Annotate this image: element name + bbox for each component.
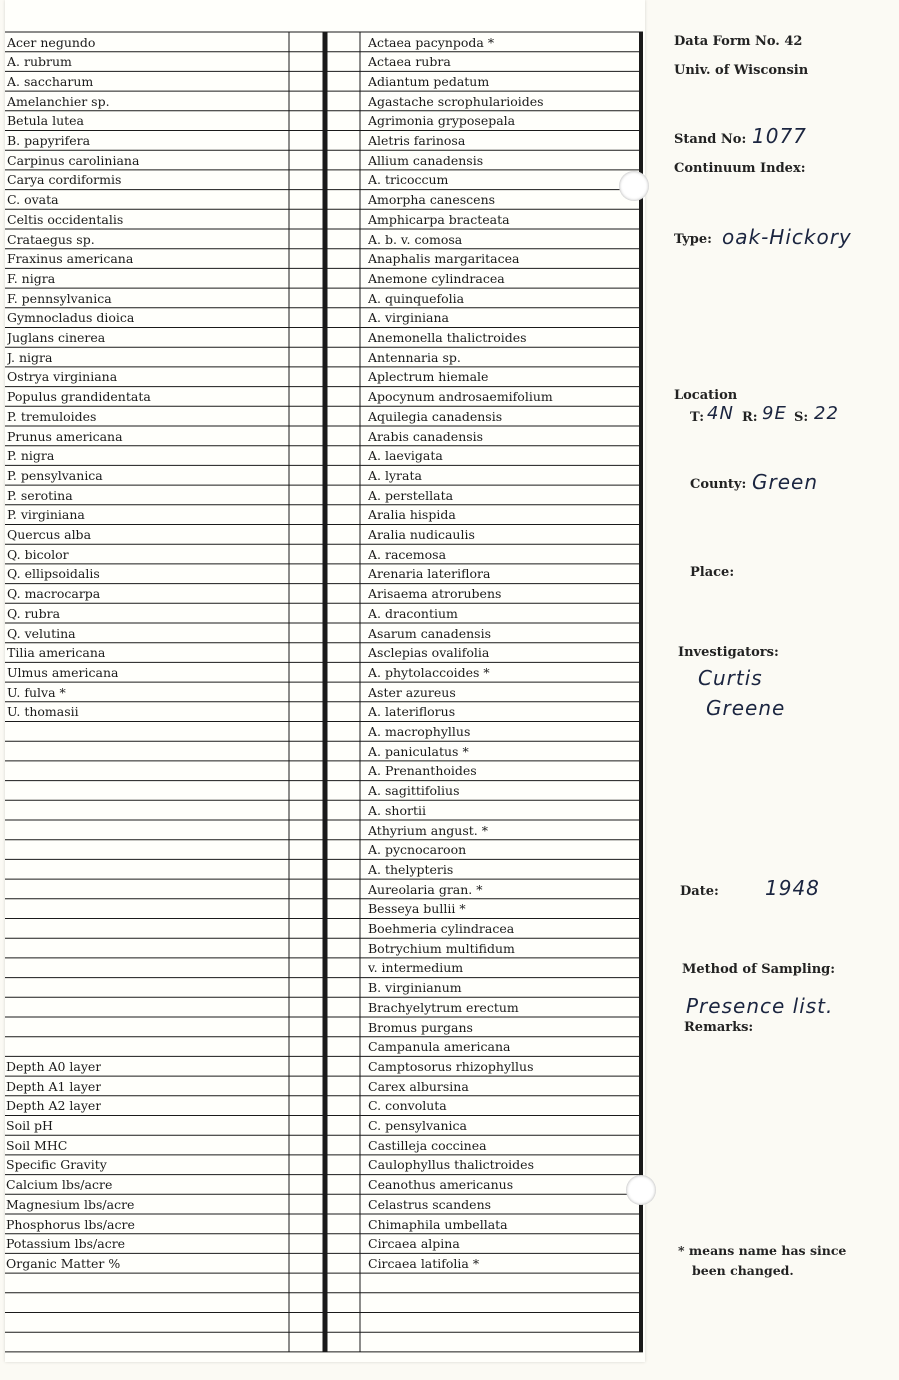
- herb-species-name: Besseya bullii *: [368, 901, 466, 917]
- herb-species-name: Aletris farinosa: [368, 133, 466, 148]
- herb-species-name: Antennaria sp.: [368, 349, 461, 365]
- soil-measure-label: Depth A2 layer: [6, 1098, 102, 1114]
- tree-species-name: Q. rubra: [7, 605, 61, 621]
- herb-species-name: A. b. v. comosa: [368, 231, 463, 247]
- herb-species-name: A. Prenanthoides: [368, 763, 477, 779]
- herb-species-name: Anemonella thalictroides: [368, 330, 527, 345]
- herb-species-name: C. convoluta: [368, 1098, 447, 1114]
- investigators-label: Investigators:: [678, 645, 779, 660]
- herb-species-name: Celastrus scandens: [368, 1196, 492, 1212]
- soil-measure-label: Depth A0 layer: [6, 1058, 102, 1074]
- herb-species-name: A. laevigata: [368, 448, 443, 464]
- tree-species-name: F. pennsylvanica: [7, 290, 112, 306]
- tree-species-name: Amelanchier sp.: [7, 93, 110, 109]
- tree-species-name: Betula lutea: [7, 113, 85, 129]
- place-label: Place:: [690, 565, 735, 580]
- herb-species-name: A. thelypteris: [368, 861, 454, 877]
- section-label: S:: [794, 410, 809, 425]
- tree-species-name: A. rubrum: [7, 54, 72, 70]
- herb-species-name: Arenaria lateriflora: [368, 566, 491, 582]
- tree-species-name: Tilia americana: [7, 645, 106, 661]
- herb-species-name: Botrychium multifidum: [368, 940, 515, 956]
- tree-species-name: Juglans cinerea: [7, 330, 106, 345]
- location-label: Location: [674, 388, 738, 403]
- soil-measure-label: Specific Gravity: [6, 1157, 107, 1173]
- herb-species-name: Circaea latifolia *: [368, 1255, 480, 1271]
- herb-species-name: Allium canadensis: [368, 152, 484, 168]
- herb-species-name: A. lyrata: [368, 467, 422, 483]
- herb-species-name: A. macrophyllus: [368, 724, 471, 739]
- continuum-index-label: Continuum Index:: [674, 161, 806, 176]
- tree-species-name: Q. bicolor: [7, 546, 69, 562]
- herb-species-name: Aplectrum hiemale: [368, 369, 489, 385]
- remarks-label: Remarks:: [684, 1020, 754, 1035]
- township-label: T:: [690, 410, 705, 425]
- herb-species-name: Arabis canadensis: [368, 428, 484, 444]
- herb-species-name: Aureolaria gran. *: [368, 881, 483, 897]
- herb-species-name: Anemone cylindracea: [368, 270, 505, 286]
- tree-species-name: Prunus americana: [7, 428, 123, 444]
- soil-measure-label: Magnesium lbs/acre: [6, 1196, 135, 1212]
- herb-species-name: A. racemosa: [368, 546, 447, 562]
- tree-species-name: Gymnocladus dioica: [7, 310, 135, 326]
- tree-species-name: F. nigra: [7, 270, 56, 286]
- herb-species-name: Adiantum pedatum: [368, 73, 490, 89]
- tree-species-name: U. fulva *: [7, 684, 66, 700]
- tree-species-name: B. papyrifera: [7, 133, 91, 148]
- herb-species-name: A. sagittifolius: [368, 783, 460, 799]
- herb-species-name: Athyrium angust. *: [368, 822, 488, 838]
- data-form-number: Data Form No. 42: [674, 34, 803, 49]
- soil-measure-label: Phosphorus lbs/acre: [6, 1216, 135, 1232]
- herb-species-name: Actaea rubra: [368, 54, 451, 70]
- type-label: Type:: [674, 232, 712, 247]
- herb-species-name: Apocynum androsaemifolium: [368, 389, 553, 405]
- range-label: R:: [742, 410, 758, 425]
- herb-species-name: Agrimonia gryposepala: [368, 113, 516, 129]
- herb-species-name: Actaea pacynpoda *: [368, 34, 495, 50]
- herb-species-name: Aralia hispida: [368, 507, 456, 523]
- herb-species-name: A. perstellata: [368, 487, 454, 503]
- date-label: Date:: [680, 884, 719, 899]
- stand-no-label: Stand No:: [674, 132, 747, 147]
- soil-measure-label: Organic Matter %: [6, 1255, 121, 1271]
- herb-species-name: A. quinquefolia: [368, 290, 465, 306]
- herb-species-name: B. virginianum: [368, 980, 462, 996]
- tree-species-name: P. serotina: [7, 487, 73, 503]
- tree-species-name: Fraxinus americana: [7, 251, 134, 267]
- herb-species-name: A. tricoccum: [368, 172, 449, 188]
- footnote-line-1: * means name has since: [678, 1243, 847, 1258]
- punch-hole-top: [619, 171, 649, 201]
- tree-species-name: Crataegus sp.: [7, 231, 95, 247]
- herb-species-name: Campanula americana: [368, 1039, 511, 1055]
- herb-species-name: Arisaema atrorubens: [368, 586, 502, 602]
- method-of-sampling-label: Method of Sampling:: [682, 962, 836, 977]
- herb-species-name: Asclepias ovalifolia: [368, 645, 490, 661]
- soil-measure-label: Potassium lbs/acre: [6, 1236, 126, 1252]
- herb-species-name: Bromus purgans: [368, 1019, 473, 1035]
- herb-species-name: Circaea alpina: [368, 1236, 460, 1252]
- punch-hole-bottom: [626, 1175, 656, 1205]
- tree-species-name: Q. velutina: [7, 625, 76, 641]
- herb-species-name: A. dracontium: [368, 605, 458, 621]
- herb-species-name: Camptosorus rhizophyllus: [368, 1058, 534, 1074]
- tree-species-name: Carpinus caroliniana: [7, 152, 140, 168]
- investigator-curtis: Curtis: [698, 666, 763, 690]
- herb-species-name: Amphicarpa bracteata: [368, 211, 510, 227]
- university-name: Univ. of Wisconsin: [674, 63, 809, 78]
- soil-measure-label: Soil MHC: [6, 1137, 68, 1153]
- tree-species-name: Ostrya virginiana: [7, 369, 118, 385]
- tree-species-name: Populus grandidentata: [7, 389, 151, 405]
- herb-species-name: C. pensylvanica: [368, 1118, 468, 1133]
- section-value: 22: [814, 403, 839, 424]
- herb-species-name: Aster azureus: [368, 684, 456, 700]
- herb-species-name: Agastache scrophularioides: [368, 93, 544, 109]
- herb-species-name: Brachyelytrum erectum: [368, 999, 519, 1015]
- herb-species-name: Aquilegia canadensis: [368, 408, 503, 424]
- soil-measure-label: Soil pH: [6, 1118, 53, 1133]
- herb-species-name: v. intermedium: [368, 960, 464, 976]
- tree-species-name: P. tremuloides: [7, 408, 97, 424]
- herb-species-name: A. lateriflorus: [368, 704, 456, 720]
- herb-species-name: A. paniculatus *: [368, 743, 469, 759]
- investigator-greene: Greene: [706, 696, 786, 720]
- date-value: 1948: [765, 876, 820, 900]
- type-value: oak-Hickory: [722, 225, 852, 249]
- tree-species-name: U. thomasii: [7, 704, 79, 720]
- herb-species-name: Aralia nudicaulis: [368, 527, 475, 542]
- herb-species-name: A. shortii: [368, 802, 426, 818]
- tree-species-name: Ulmus americana: [7, 664, 119, 680]
- tree-species-name: A. saccharum: [7, 73, 94, 89]
- herb-species-name: Boehmeria cylindracea: [368, 921, 515, 936]
- herb-species-name: Castilleja coccinea: [368, 1137, 487, 1153]
- tree-species-name: P. virginiana: [7, 507, 85, 523]
- county-label: County:: [690, 477, 747, 492]
- footnote-line-2: been changed.: [692, 1263, 794, 1278]
- tree-species-name: Carya cordiformis: [7, 172, 122, 188]
- herb-species-name: Chimaphila umbellata: [368, 1216, 508, 1232]
- soil-measure-label: Calcium lbs/acre: [6, 1177, 113, 1193]
- herb-species-name: Carex albursina: [368, 1078, 469, 1094]
- herb-species-name: A. phytolaccoides *: [368, 664, 490, 680]
- herb-species-name: Anaphalis margaritacea: [368, 251, 520, 267]
- tree-species-name: Q. ellipsoidalis: [7, 566, 100, 582]
- tree-species-name: Q. macrocarpa: [7, 586, 101, 602]
- tree-species-name: J. nigra: [7, 349, 53, 365]
- soil-measure-label: Depth A1 layer: [6, 1078, 102, 1094]
- herb-species-name: A. pycnocaroon: [368, 842, 467, 858]
- tree-species-name: C. ovata: [7, 192, 59, 208]
- herb-species-name: Asarum canadensis: [368, 625, 491, 641]
- herb-species-name: Amorpha canescens: [368, 192, 496, 208]
- county-value: Green: [752, 470, 819, 494]
- tree-species-name: P. pensylvanica: [7, 467, 103, 483]
- tree-species-name: Quercus alba: [7, 527, 92, 542]
- method-of-sampling-value: Presence list.: [686, 994, 834, 1018]
- herb-species-name: Caulophyllus thalictroides: [368, 1157, 534, 1173]
- tree-species-name: P. nigra: [7, 448, 55, 464]
- township-value: 4N: [707, 403, 734, 424]
- range-value: 9E: [762, 403, 787, 424]
- herb-species-name: A. virginiana: [368, 310, 450, 326]
- stand-no-value: 1077: [752, 124, 807, 148]
- tree-species-name: Acer negundo: [7, 34, 96, 50]
- herb-species-name: Ceanothus americanus: [368, 1177, 514, 1193]
- tree-species-name: Celtis occidentalis: [7, 211, 124, 227]
